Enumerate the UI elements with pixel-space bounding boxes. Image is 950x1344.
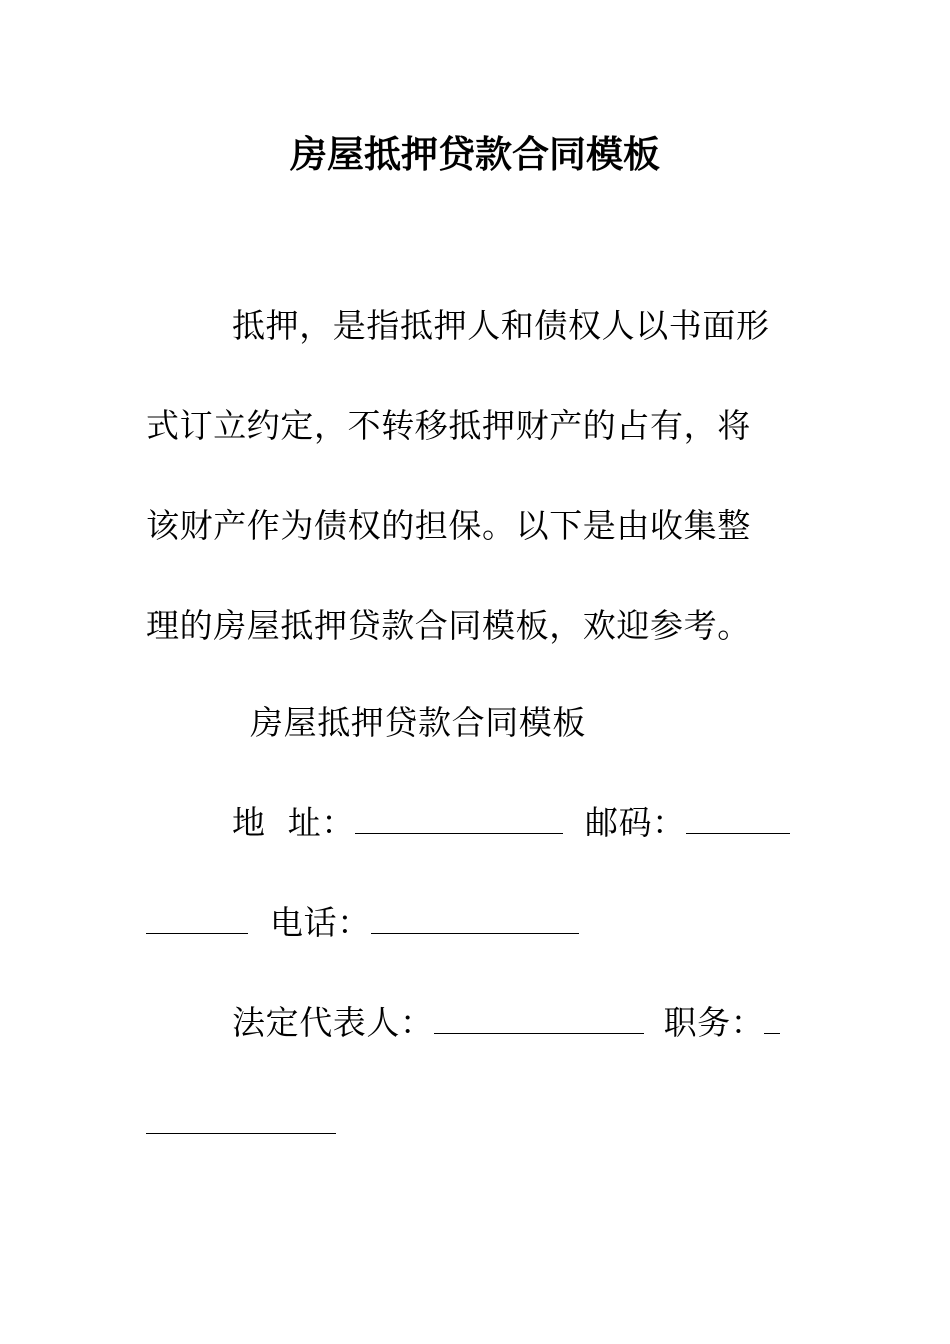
position-blank-part-2[interactable] (146, 1103, 336, 1134)
intro-line-2: 式订立约定，不转移抵押财产的占有，将 (146, 406, 751, 445)
phone-label: 电话： (270, 903, 371, 942)
position-continuation-row (146, 1100, 336, 1146)
address-blank[interactable] (355, 803, 563, 834)
intro-line-1: 抵押，是指抵押人和债权人以书面形 (232, 306, 770, 345)
position-label: 职务： (663, 1003, 765, 1042)
phone-blank[interactable] (371, 903, 579, 934)
address-label: 地 址： (232, 803, 355, 842)
section-subtitle: 房屋抵押贷款合同模板 (250, 703, 586, 742)
document-title: 房屋抵押贷款合同模板 (290, 132, 660, 176)
legal-rep-blank[interactable] (434, 1003, 644, 1034)
intro-line-4: 理的房屋抵押贷款合同模板，欢迎参考。 (146, 606, 751, 645)
address-postcode-row (232, 800, 790, 846)
position-blank-part-1[interactable] (764, 1003, 780, 1034)
postcode-label: 邮码： (584, 803, 686, 842)
postcode-blank-part-2[interactable] (146, 903, 248, 934)
legal-rep-position-row (232, 1000, 780, 1046)
legal-rep-label: 法定代表人： (232, 1003, 434, 1042)
intro-line-3: 该财产作为债权的担保。以下是由收集整 (146, 506, 751, 545)
postcode-phone-row (146, 900, 579, 946)
postcode-blank-part-1[interactable] (686, 803, 790, 834)
